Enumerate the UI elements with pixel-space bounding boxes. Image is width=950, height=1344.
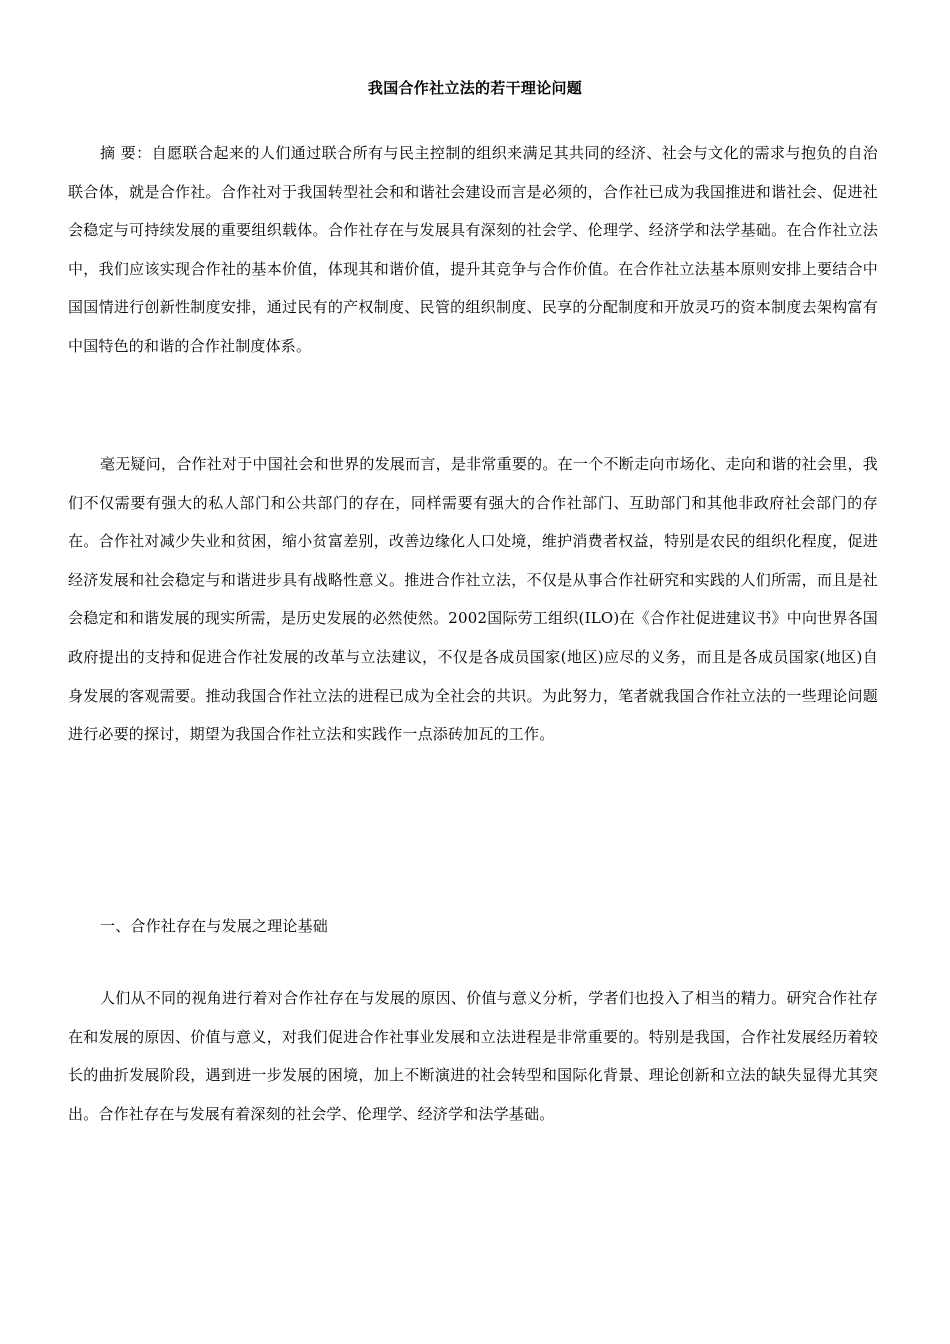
section-heading: 一、合作社存在与发展之理论基础 bbox=[100, 917, 329, 935]
abstract-paragraph: 摘 要：自愿联合起来的人们通过联合所有与民主控制的组织来满足其共同的经济、社会与文化的需求与抱负的自治联合体，就是合作社。合作社对于我国转型社会和和谐社会建设而言是必须的，合作社已成为我国推进和谐社会、促进社会稳定与可持续发展的重要组织载体。合作社存在与发展具有深刻的社会学、伦理学、经济学和法学基础。在合作社立法中，我们应该实现合作社的基本价值，体现其和谐价值，提升其竞争与合作价值。在合作社立法基本原则安排上要结合中国国情进行创新性制度安排，通过民有的产权制度、民管的组织制度、民享的分配制度和开放灵巧的资本制度去架构富有中国特色的和谐的合作社制度体系。 bbox=[68, 144, 878, 355]
section-paragraph: 人们从不同的视角进行着对合作社存在与发展的原因、价值与意义分析，学者们也投入了相当的精力。研究合作社存在和发展的原因、价值与意义，对我们促进合作社事业发展和立法进程是非常重要的。特别是我国，合作社发展经历着较长的曲折发展阶段，遇到进一步发展的困境，加上不断演进的社会转型和国际化背景、理论创新和立法的缺失显得尤其突出。合作社存在与发展有着深刻的社会学、伦理学、经济学和法学基础。 bbox=[68, 989, 878, 1123]
intro-paragraph: 毫无疑问，合作社对于中国社会和世界的发展而言，是非常重要的。在一个不断走向市场化、走向和谐的社会里，我们不仅需要有强大的私人部门和公共部门的存在，同样需要有强大的合作社部门、互助部门和其他非政府社会部门的存在。合作社对减少失业和贫困，缩小贫富差别，改善边缘化人口处境，维护消费者权益，特别是农民的组织化程度，促进经济发展和社会稳定与和谐进步具有战略性意义。推进合作社立法，不仅是从事合作社研究和实践的人们所需，而且是社会稳定和和谐发展的现实所需，是历史发展的必然使然。2002国际劳工组织(ILO)在《合作社促进建议书》中向世界各国政府提出的支持和促进合作社发展的改革与立法建议，不仅是各成员国家(地区)应尽的义务，而且是各成员国家(地区)自身发展的客观需要。推动我国合作社立法的进程已成为全社会的共识。为此努力，笔者就我国合作社立法的一些理论问题进行必要的探讨，期望为我国合作社立法和实践作一点添砖加瓦的工作。 bbox=[68, 455, 878, 744]
document-title: 我国合作社立法的若干理论问题 bbox=[367, 79, 583, 97]
